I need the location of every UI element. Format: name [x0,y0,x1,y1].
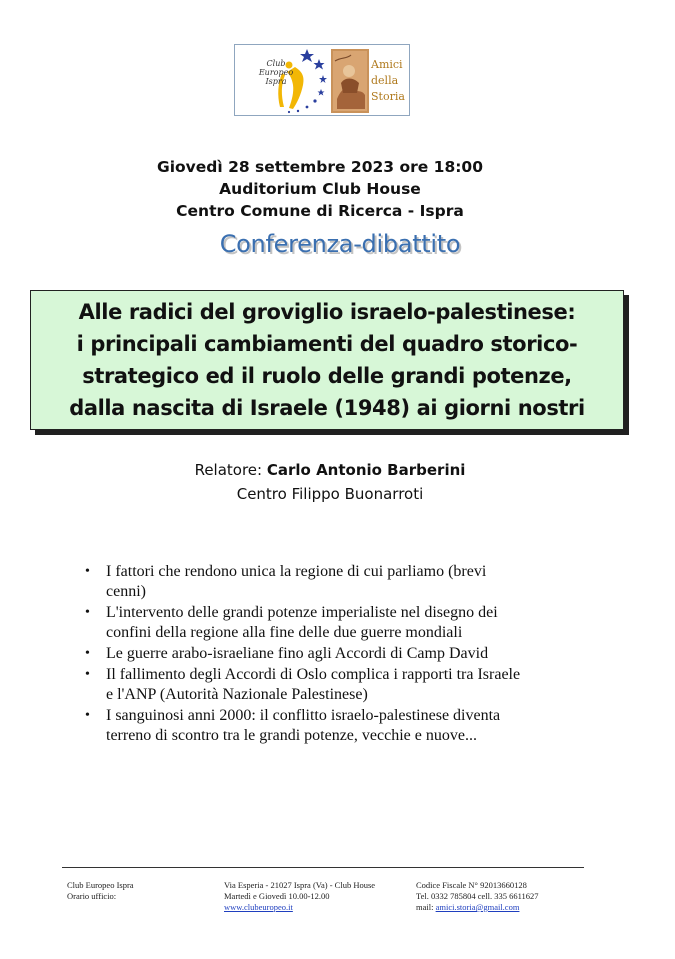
logo-text-line: Ispra [265,77,287,86]
footer-contact-column [416,880,616,913]
conference-title [69,296,585,424]
list-item-line: I sanguinosi anni 2000: il conflitto israelo-palestinese diventa [106,707,501,724]
speaker-info [120,458,540,506]
list-item [82,644,622,664]
bullet-icon: • [85,605,90,620]
footer-hours-label: Orario ufficio: [67,891,117,901]
footer-hours: Martedì e Giovedì 10.00-12.00 [224,891,330,901]
club-europeo-logo [235,45,331,115]
list-item [82,562,622,602]
list-item-line: e l'ANP (Autorità Nazionale Palestinese) [106,686,368,703]
title-line: i principali cambiamenti del quadro storico- [76,332,578,356]
list-item-line: Le guerre arabo-israeliane fino agli Accordi di Camp David [106,645,489,662]
event-location: Centro Comune di Ricerca - Ispra [176,202,464,220]
list-item-line: Il fallimento degli Accordi di Oslo complica i rapporti tra Israele [106,666,521,683]
title-line: dalla nascita di Israele (1948) ai giorni nostri [69,396,585,420]
list-item-line: confini della regione alla fine delle due guerre mondiali [106,624,463,641]
logo-text-line: Europeo [258,68,294,77]
event-venue: Auditorium Club House [219,180,421,198]
list-item [82,665,622,705]
list-item-line: terreno di scontro tra le grandi potenze, vecchie e nuove... [106,727,477,744]
amici-della-storia-logo [331,49,409,113]
list-item-line: I fattori che rendono unica la regione di cui parliamo (brevi [106,563,487,580]
email-link[interactable]: amici.storia@gmail.com [435,902,520,912]
footer-org-column [67,880,217,902]
club-europeo-logo-text [251,59,301,86]
list-item [82,706,622,746]
website-link[interactable]: www.clubeuropeo.it [224,902,293,912]
title-line: strategico ed il ruolo delle grandi potenze, [82,364,572,388]
logo-text-line: Amici [371,58,403,71]
footer-org-name: Club Europeo Ispra [67,880,134,890]
footer-mail-label: mail: [416,902,436,912]
event-date-time: Giovedì 28 settembre 2023 ore 18:00 [156,158,483,176]
speaker-affiliation: Centro Filippo Buonarroti [236,485,424,503]
bullet-icon: • [85,708,90,723]
topics-list [82,562,622,747]
footer-divider [62,867,584,868]
list-item [82,603,622,643]
logo-text-line: Club [266,59,286,68]
footer-address: Via Esperia - 21027 Ispra (Va) - Club House [224,880,376,890]
bullet-icon: • [85,667,90,682]
title-box [30,290,624,430]
event-info [120,156,520,222]
title-line: Alle radici del groviglio israelo-palestinese: [78,300,576,324]
bullet-icon: • [85,564,90,579]
event-type-heading: Conferenza-dibattito [219,230,461,258]
list-item-line: L'intervento delle grandi potenze imperialiste nel disegno dei [106,604,498,621]
speaker-line [120,458,540,482]
logo [234,44,410,116]
footer-address-column [224,880,414,913]
speaker-name: Carlo Antonio Barberini [266,461,466,479]
logo-text-line: Storia [371,90,405,103]
logo-text-line: della [371,74,399,87]
footer-phones: Tel. 0332 785804 cell. 335 6611627 [416,891,539,901]
footer-tax-code: Codice Fiscale N° 92013660128 [416,880,527,890]
amici-della-storia-text [371,57,409,105]
speaker-label: Relatore: [194,461,267,479]
list-item-line: cenni) [106,583,146,600]
bullet-icon: • [85,646,90,661]
